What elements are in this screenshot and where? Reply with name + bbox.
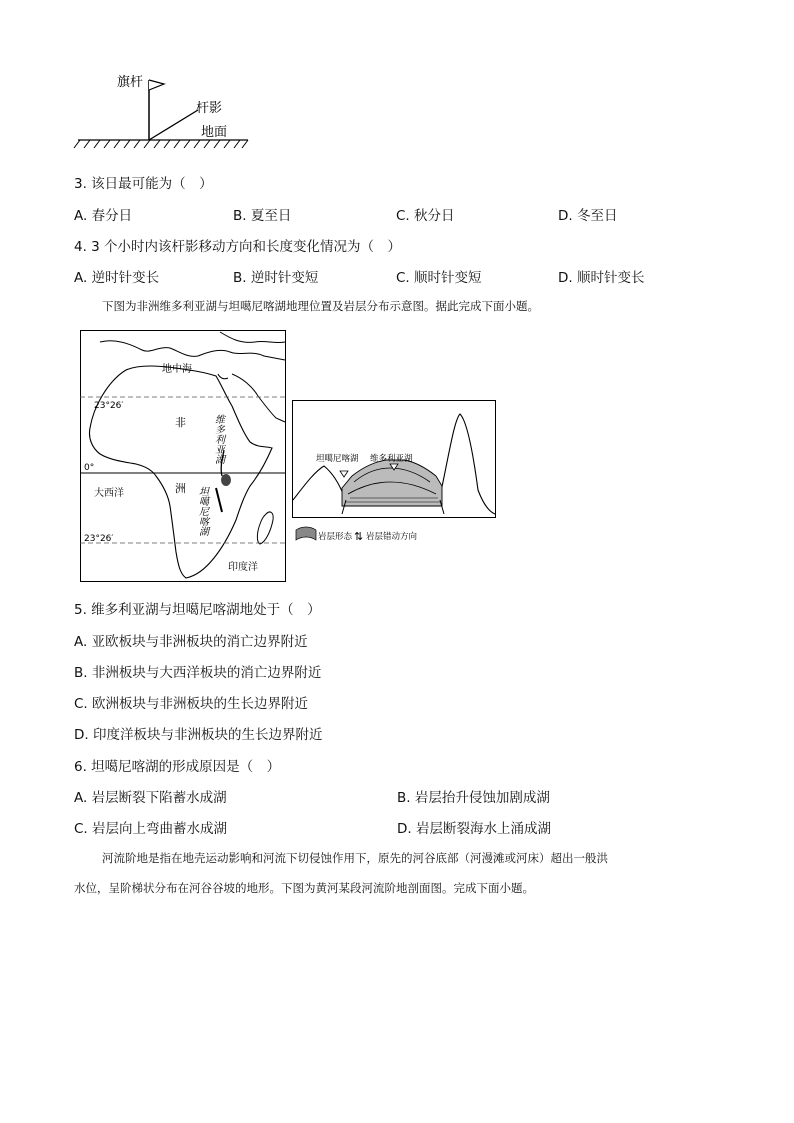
intro-paragraph-1: 下图为非洲维多利亚湖与坦噶尼喀湖地理位置及岩层分布示意图。据此完成下面小题。: [102, 299, 539, 313]
victoria-section-label: 维多利亚湖: [370, 454, 413, 464]
q6-option-d[interactable]: D. 岩层断裂海水上涌成湖: [397, 821, 551, 837]
tropic-south-label: 23°26′: [84, 534, 114, 544]
q6-option-a[interactable]: A. 岩层断裂下陷蓄水成湖: [74, 790, 227, 806]
flag-icon: [149, 80, 164, 90]
equator-label: 0°: [84, 463, 95, 473]
continent-char-1: 非: [175, 416, 186, 429]
tanganyika-lake-label: 坦噶尼喀湖: [196, 486, 208, 536]
pole-shadow: [149, 110, 198, 140]
q5-stem: 5. 维多利亚湖与坦噶尼喀湖地处于（ ）: [74, 602, 321, 618]
q6-option-b[interactable]: B. 岩层抬升侵蚀加剧成湖: [397, 790, 550, 806]
q5-option-b[interactable]: B. 非洲板块与大西洋板块的消亡边界附近: [74, 665, 322, 681]
q4-option-c[interactable]: C. 顺时针变短: [396, 270, 482, 286]
q4-option-a[interactable]: A. 逆时针变长: [74, 270, 160, 286]
legend-rock-form: 岩层形态: [318, 532, 353, 542]
atlantic-label: 大西洋: [94, 488, 124, 499]
q3-option-a[interactable]: A. 春分日: [74, 208, 133, 224]
tanganyika-section-label: 坦噶尼喀湖: [316, 454, 359, 464]
intro-paragraph-2-line-1: 河流阶地是指在地壳运动影响和河流下切侵蚀作用下，原先的河谷底部（河漫滩或河床）超出一般洪: [102, 851, 608, 865]
tropic-north-label: 23°26′: [94, 401, 124, 411]
q3-option-d[interactable]: D. 冬至日: [558, 208, 618, 224]
flagpole-label: 旗杆: [117, 75, 144, 90]
legend-movement: 岩层错动方向: [366, 532, 418, 542]
rock-form-legend-icon: [296, 527, 316, 540]
q3-stem: 3. 该日最可能为（ ）: [74, 176, 213, 192]
continent-char-2: 洲: [175, 482, 186, 495]
africa-map: [80, 330, 286, 582]
shadow-label: 杆影: [196, 101, 223, 116]
q5-option-d[interactable]: D. 印度洋板块与非洲板块的生长边界附近: [74, 727, 323, 743]
mediterranean-label: 地中海: [162, 364, 192, 375]
q4-option-d[interactable]: D. 顺时针变长: [558, 270, 645, 286]
q5-option-c[interactable]: C. 欧洲板块与非洲板块的生长边界附近: [74, 696, 309, 712]
flagpole-diagram: [70, 62, 270, 154]
q5-option-a[interactable]: A. 亚欧板块与非洲板块的消亡边界附近: [74, 634, 308, 650]
q4-stem: 4. 3 个小时内该杆影移动方向和长度变化情况为（ ）: [74, 239, 402, 255]
indian-ocean-label: 印度洋: [228, 562, 258, 573]
q3-option-b[interactable]: B. 夏至日: [233, 208, 292, 224]
q3-option-c[interactable]: C. 秋分日: [396, 208, 455, 224]
victoria-lake-label: 维多利亚湖: [212, 414, 224, 464]
q4-option-b[interactable]: B. 逆时针变短: [233, 270, 319, 286]
intro-paragraph-2-line-2: 水位，呈阶梯状分布在河谷谷坡的地形。下图为黄河某段河流阶地剖面图。完成下面小题。: [74, 881, 534, 895]
lake-cross-section: [290, 400, 500, 548]
q6-stem: 6. 坦噶尼喀湖的形成原因是（ ）: [74, 759, 281, 775]
q6-option-c[interactable]: C. 岩层向上弯曲蓄水成湖: [74, 821, 228, 837]
ground-label: 地面: [201, 125, 228, 140]
movement-arrow-icon: ⇅: [354, 530, 364, 543]
